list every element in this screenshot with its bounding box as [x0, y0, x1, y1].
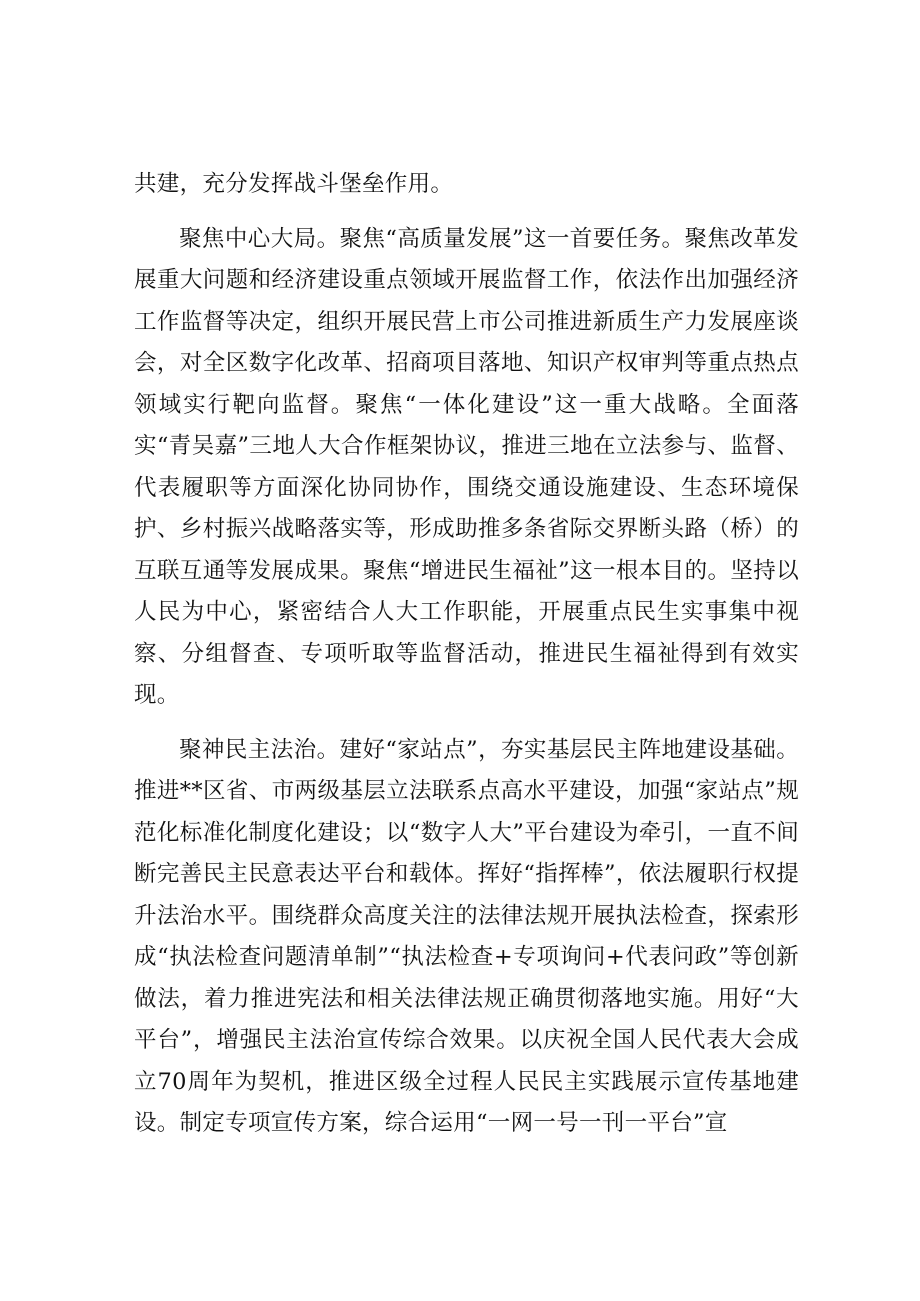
paragraph-focus-center: 聚焦中心大局。聚焦“高质量发展”这一首要任务。聚焦改革发展重大问题和经济建设重点领域开展监督工作，依法作出加强经济工作监督等决定，组织开展民营上市公司推进新质生产力发展座谈会，对全区数字化改革、招商项目落地、知识产权审判等重点热点领域实行靶向监督。聚焦“一体化建设”这一重大战略。全面落实“青吴嘉”三地人大合作框架协议，推进三地在立法参与、监督、代表履职等方面深化协同协作，围绕交通设施建设、生态环境保护、乡村振兴战略落实等，形成助推多条省际交界断头路（桥）的互联互通等发展成果。聚焦“增进民生福祉”这一根本目的。坚持以人民为中心，紧密结合人大工作职能，开展重点民生实事集中视察、分组督查、专项听取等监督活动，推进民生福祉得到有效实现。 [134, 225, 799, 708]
paragraph-democracy-rule-of-law: 聚神民主法治。建好“家站点”，夯实基层民主阵地建设基础。推进**区省、市两级基层立法联系点高水平建设，加强“家站点”规范化标准化制度化建设；以“数字人大”平台建设为牵引，一直不间断完善民主民意表达平台和载体。挥好“指挥棒”，依法履职行权提升法治水平。围绕群众高度关注的法律法规开展执法检查，探索形成“执法检查问题清单制”“执法检查+专项询问+代表问政”等创新做法，着力推进宪法和相关法律法规正确贯彻落地实施。用好“大平台”，增强民主法治宣传综合效果。以庆祝全国人民代表大会成立70周年为契机，推进区级全过程人民民主实践展示宣传基地建设。制定专项宣传方案，综合运用“一网一号一刊一平台”宣 [134, 736, 799, 1136]
document-body [134, 164, 799, 1145]
paragraph-continuation: 共建，充分发挥战斗堡垒作用。 [134, 171, 454, 197]
